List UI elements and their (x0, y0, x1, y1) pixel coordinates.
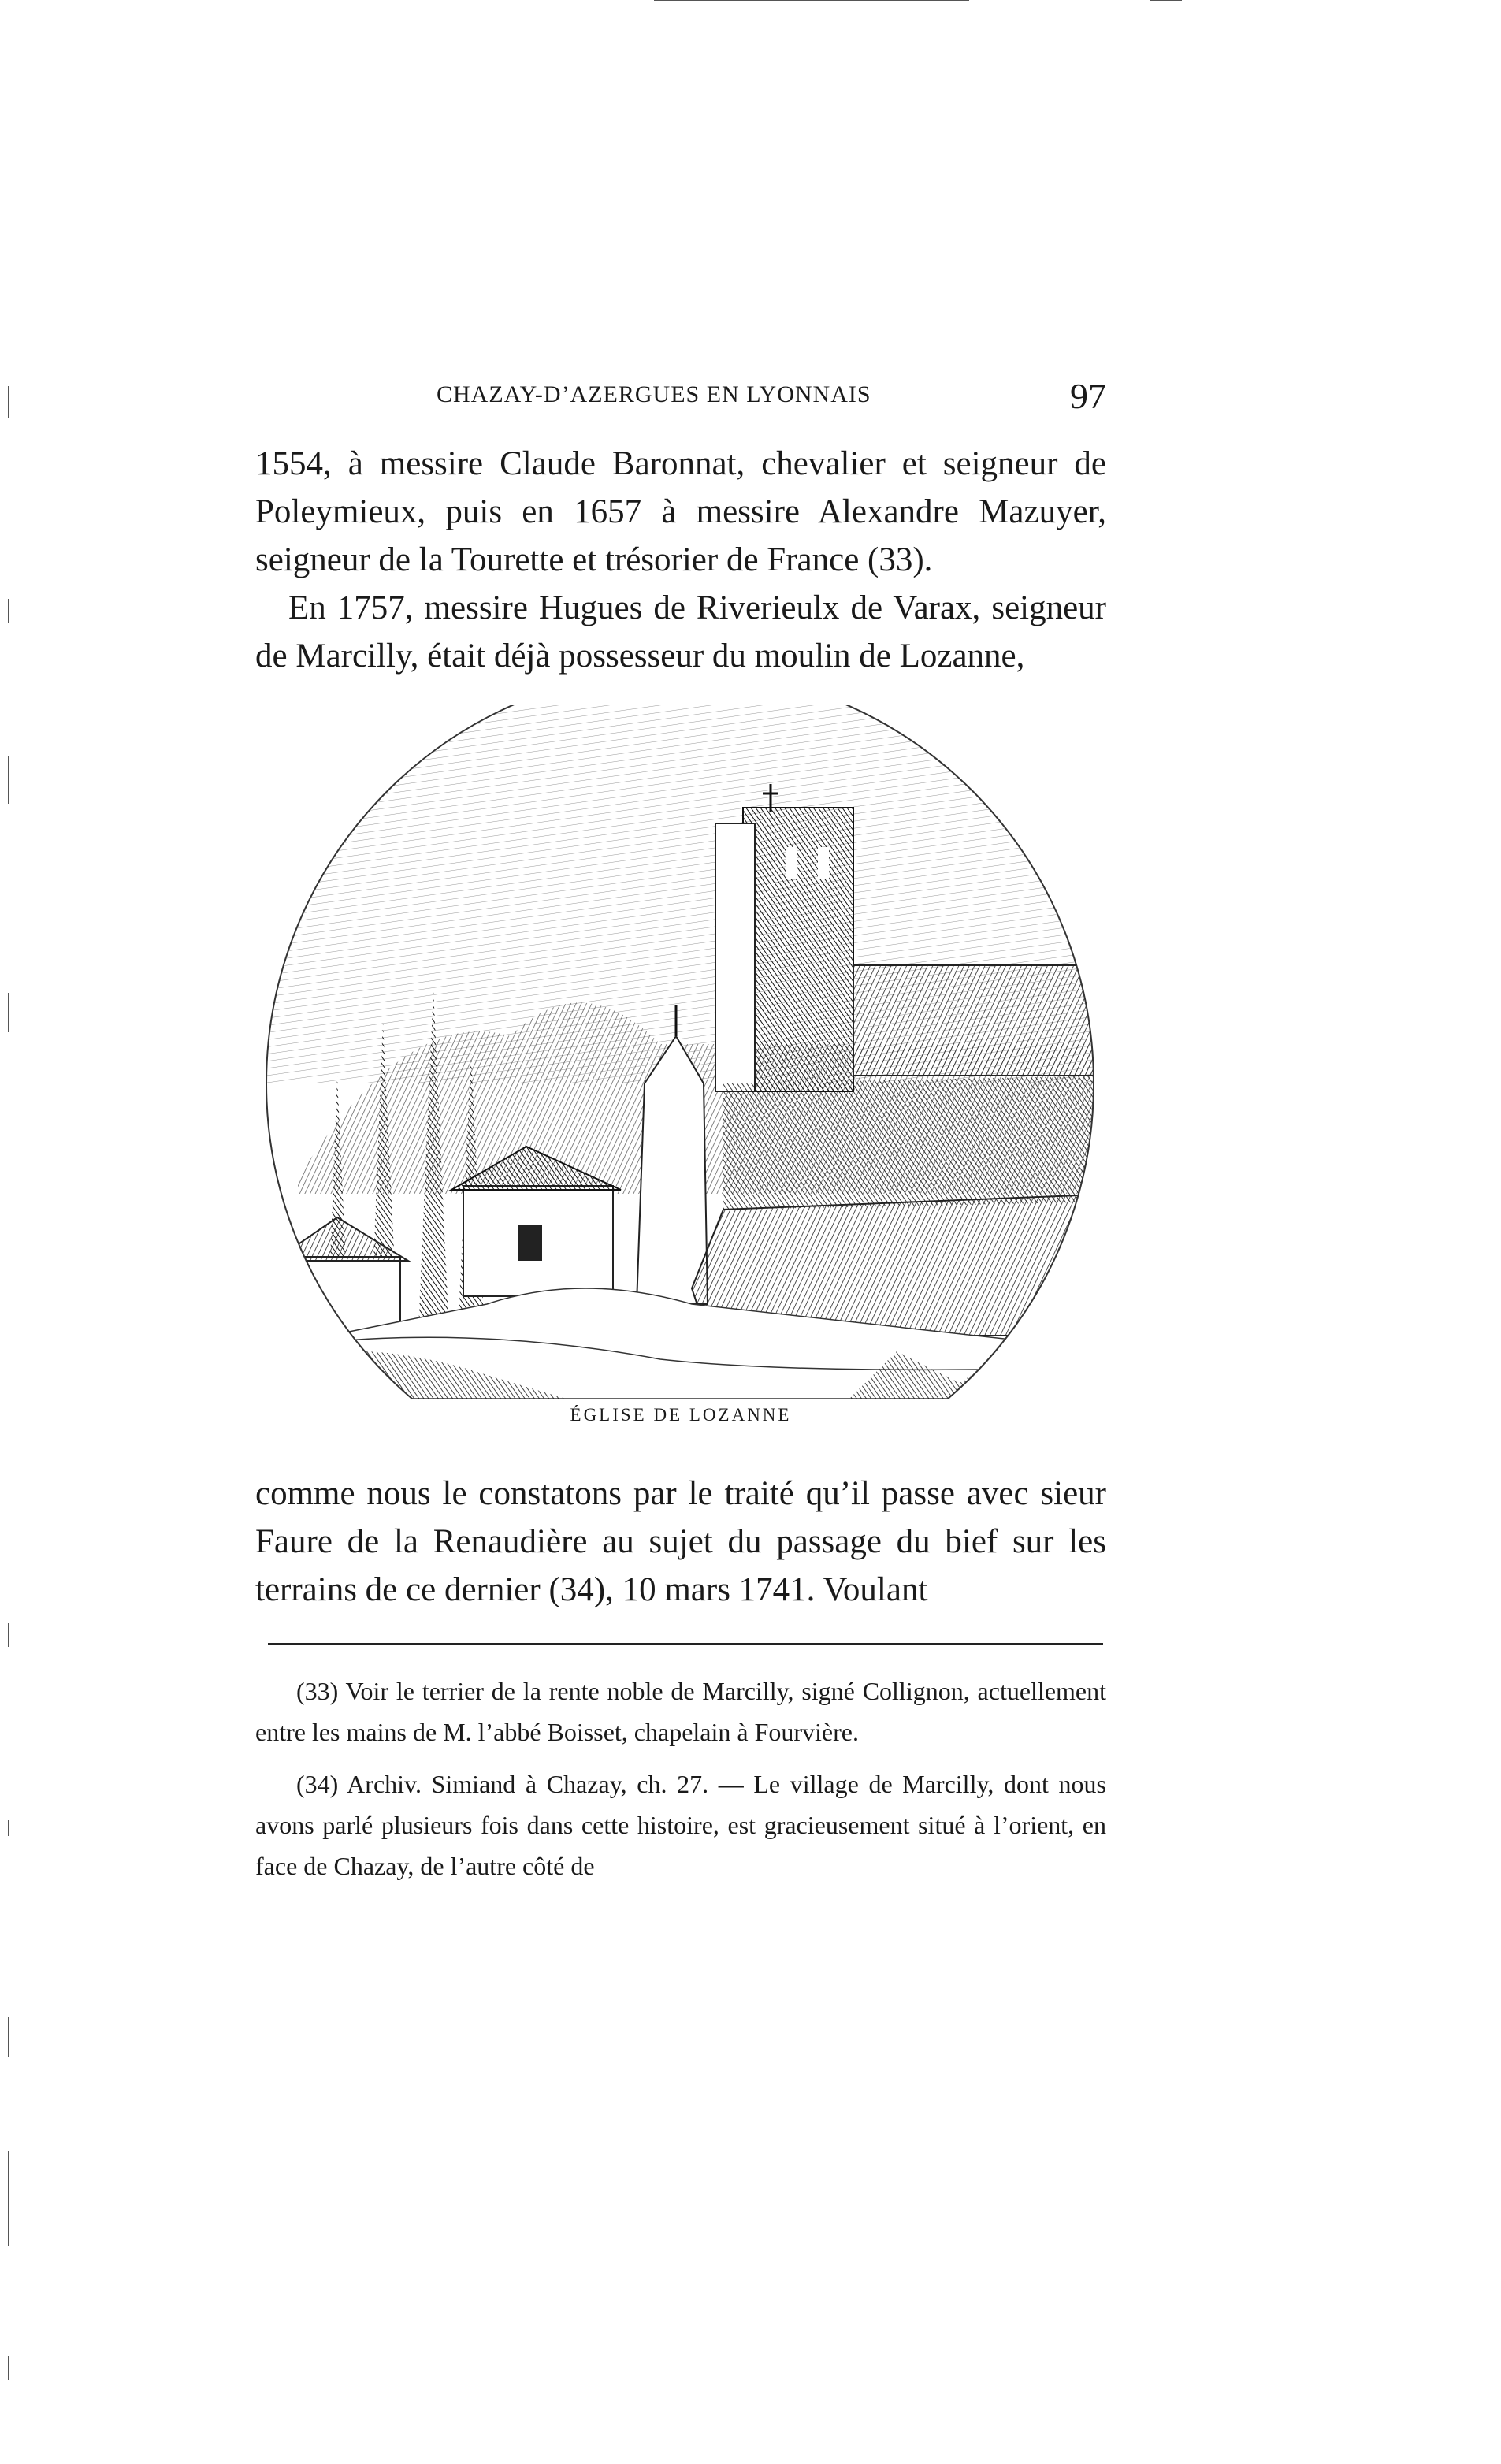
body-text-bottom (255, 1470, 1106, 1614)
scan-edge-mark (8, 386, 9, 418)
scan-edge-mark (1150, 0, 1182, 1)
scan-edge-mark (654, 0, 969, 1)
paragraph: 1554, à messire Claude Baronnat, chevalier et seigneur de Poleymieux, puis en 1657 à messire Alexandre Mazuyer, seigneur de la Tourette et trésorier de France (33). (255, 445, 1106, 578)
church-engraving (251, 705, 1117, 1399)
footnote: (34) Archiv. Simiand à Chazay, ch. 27. — Le village de Marcilly, dont nous avons parlé plusieurs fois dans cette histoire, est gracieusement situé à l’orient, en face de Chazay, de l’autre côté de (255, 1770, 1106, 1880)
body-text-top (255, 440, 1106, 680)
footnote-rule (268, 1643, 1103, 1645)
scan-edge-mark (8, 756, 9, 804)
scan-edge-mark (8, 2151, 9, 2246)
scan-edge-mark (8, 2356, 9, 2380)
church-engraving-drawing (251, 705, 1117, 1399)
scan-edge-mark (8, 1623, 9, 1647)
page-number: 97 (1070, 376, 1106, 416)
footnotes (255, 1671, 1106, 1897)
running-title: CHAZAY-D’AZERGUES EN LYONNAIS (437, 381, 871, 407)
paragraph: comme nous le constatons par le traité qu’il passe avec sieur Faure de la Renaudière au sujet du passage du bief sur les terrains de ce dernier (34), 10 mars 1741. Voulant (255, 1475, 1106, 1608)
scan-edge-mark (8, 599, 9, 623)
footnote: (33) Voir le terrier de la rente noble de Marcilly, signé Collignon, actuellement entre les mains de M. l’abbé Boisset, chapelain à Fourvière. (255, 1677, 1106, 1746)
scan-edge-mark (8, 1820, 9, 1836)
scan-edge-mark (8, 2017, 9, 2057)
paragraph: En 1757, messire Hugues de Riverieulx de Varax, seigneur de Marcilly, était déjà possesseur du moulin de Lozanne, (255, 589, 1106, 675)
scan-edge-mark (8, 993, 9, 1032)
page-header (255, 376, 1106, 429)
figure-caption: ÉGLISE DE LOZANNE (570, 1405, 792, 1425)
